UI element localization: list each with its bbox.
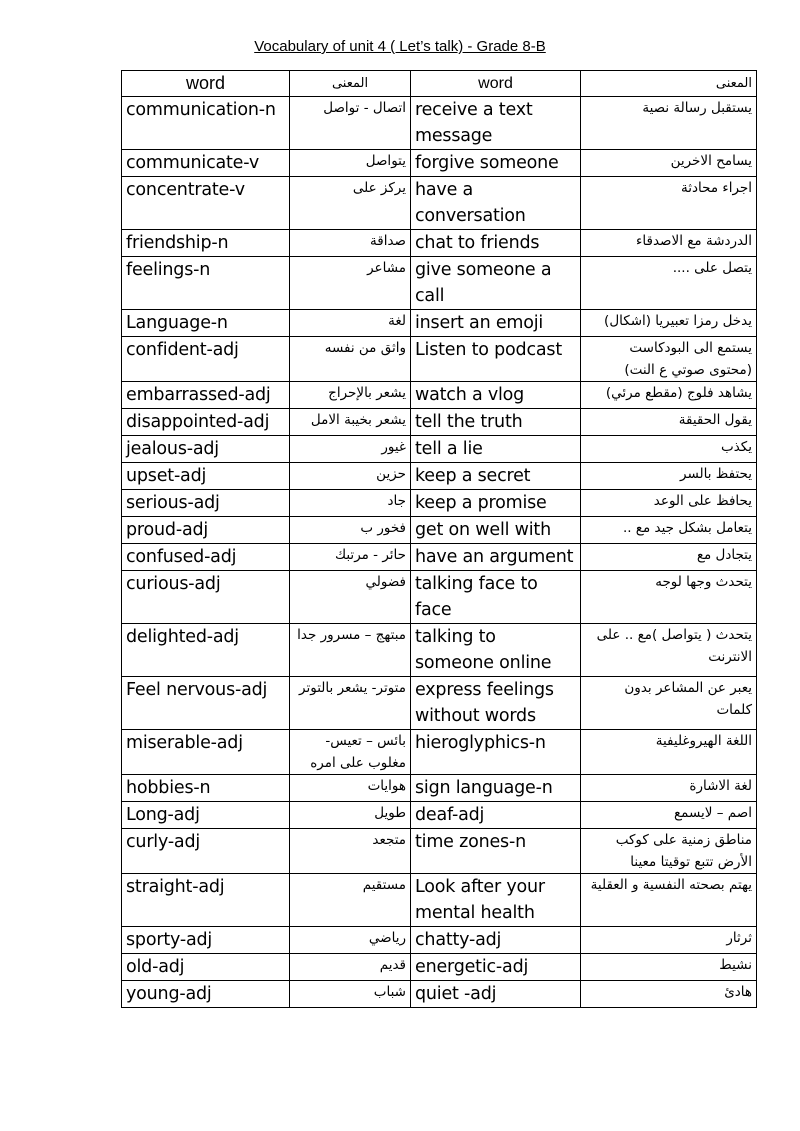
phrase-meaning-cell: يعبر عن المشاعر بدون كلمات [581,677,757,730]
meaning-cell: جاد [290,490,411,517]
table-row [122,436,757,463]
table-row [122,382,757,409]
header-word-1: word [122,71,290,97]
phrase-cell: insert an emoji [411,310,581,337]
phrase-meaning-cell: يقول الحقيقة [581,409,757,436]
meaning-cell: يركز على [290,177,411,230]
phrase-cell: tell the truth [411,409,581,436]
word-cell: straight-adj [122,874,290,927]
word-cell: communication-n [122,97,290,150]
meaning-cell: غيور [290,436,411,463]
table-row [122,981,757,1008]
table-row [122,310,757,337]
meaning-cell: طويل [290,802,411,829]
word-cell: old-adj [122,954,290,981]
table-row [122,775,757,802]
phrase-cell: watch a vlog [411,382,581,409]
phrase-meaning-cell: هادئ [581,981,757,1008]
word-cell: sporty-adj [122,927,290,954]
phrase-meaning-cell: يحتفظ بالسر [581,463,757,490]
table-body [122,97,757,1008]
meaning-cell: متجعد [290,829,411,874]
phrase-cell: receive a text message [411,97,581,150]
phrase-cell: time zones-n [411,829,581,874]
word-cell: communicate-v [122,150,290,177]
table-row [122,463,757,490]
phrase-meaning-cell: اجراء محادثة [581,177,757,230]
word-cell: disappointed-adj [122,409,290,436]
table-row [122,624,757,677]
word-cell: miserable-adj [122,730,290,775]
word-cell: curly-adj [122,829,290,874]
phrase-meaning-cell: الدردشة مع الاصدقاء [581,230,757,257]
table-row [122,954,757,981]
phrase-meaning-cell: نشيط [581,954,757,981]
header-word-2: word [411,71,581,97]
phrase-cell: have an argument [411,544,581,571]
phrase-meaning-cell: يدخل رمزا تعبيريا (اشكال) [581,310,757,337]
table-row [122,490,757,517]
meaning-cell: مبتهج – مسرور جدا [290,624,411,677]
phrase-meaning-cell: لغة الاشارة [581,775,757,802]
word-cell: concentrate-v [122,177,290,230]
table-row [122,150,757,177]
phrase-cell: have a conversation [411,177,581,230]
meaning-cell: رياضي [290,927,411,954]
table-row [122,927,757,954]
phrase-meaning-cell: يستمع الى البودكاست (محتوى صوتي ع النت) [581,337,757,382]
phrase-cell: forgive someone [411,150,581,177]
phrase-cell: chat to friends [411,230,581,257]
table-row [122,257,757,310]
word-cell: upset-adj [122,463,290,490]
phrase-meaning-cell: يكذب [581,436,757,463]
word-cell: delighted-adj [122,624,290,677]
word-cell: proud-adj [122,517,290,544]
phrase-cell: get on well with [411,517,581,544]
phrase-cell: Listen to podcast [411,337,581,382]
table-row [122,337,757,382]
phrase-cell: talking to someone online [411,624,581,677]
table-row [122,571,757,624]
meaning-cell: يتواصل [290,150,411,177]
meaning-cell: لغة [290,310,411,337]
word-cell: Language-n [122,310,290,337]
phrase-cell: talking face to face [411,571,581,624]
phrase-cell: Look after your mental health [411,874,581,927]
word-cell: Feel nervous-adj [122,677,290,730]
phrase-meaning-cell: اصم – لايسمع [581,802,757,829]
phrase-meaning-cell: يحافظ على الوعد [581,490,757,517]
word-cell: jealous-adj [122,436,290,463]
word-cell: embarrassed-adj [122,382,290,409]
phrase-cell: tell a lie [411,436,581,463]
phrase-cell: express feelings without words [411,677,581,730]
meaning-cell: بائس – تعيس- مغلوب على امره [290,730,411,775]
page-title: Vocabulary of unit 4 ( Let’s talk) - Grade 8-B [254,38,546,55]
phrase-meaning-cell: اللغة الهيروغليفية [581,730,757,775]
header-meaning-1: المعنى [290,71,411,97]
meaning-cell: فخور ب [290,517,411,544]
table-row [122,874,757,927]
phrase-meaning-cell: يسامح الاخرين [581,150,757,177]
phrase-cell: keep a secret [411,463,581,490]
word-cell: Long-adj [122,802,290,829]
meaning-cell: صداقة [290,230,411,257]
phrase-meaning-cell: يهتم بصحته النفسية و العقلية [581,874,757,927]
meaning-cell: مشاعر [290,257,411,310]
phrase-cell: quiet -adj [411,981,581,1008]
phrase-meaning-cell: مناطق زمنية على كوكب الأرض تتبع توقيتا معينا [581,829,757,874]
phrase-meaning-cell: يتحدث وجها لوجه [581,571,757,624]
meaning-cell: يشعر بخيبة الامل [290,409,411,436]
word-cell: friendship-n [122,230,290,257]
table-row [122,730,757,775]
meaning-cell: حزين [290,463,411,490]
word-cell: serious-adj [122,490,290,517]
header-row [122,71,757,97]
phrase-cell: sign language-n [411,775,581,802]
word-cell: curious-adj [122,571,290,624]
phrase-meaning-cell: يشاهد فلوج (مقطع مرئي) [581,382,757,409]
phrase-cell: energetic-adj [411,954,581,981]
phrase-meaning-cell: يتصل على .... [581,257,757,310]
phrase-cell: deaf-adj [411,802,581,829]
table-row [122,677,757,730]
meaning-cell: متوتر- يشعر بالتوتر [290,677,411,730]
phrase-meaning-cell: يتجادل مع [581,544,757,571]
word-cell: young-adj [122,981,290,1008]
vocabulary-table [121,70,757,1008]
phrase-cell: hieroglyphics-n [411,730,581,775]
word-cell: hobbies-n [122,775,290,802]
phrase-meaning-cell: يتعامل بشكل جيد مع .. [581,517,757,544]
phrase-cell: keep a promise [411,490,581,517]
meaning-cell: يشعر بالإحراج [290,382,411,409]
meaning-cell: فضولي [290,571,411,624]
table-row [122,230,757,257]
meaning-cell: مستقيم [290,874,411,927]
meaning-cell: اتصال - تواصل [290,97,411,150]
table-row [122,517,757,544]
meaning-cell: حائر - مرتبك [290,544,411,571]
table-row [122,829,757,874]
meaning-cell: قديم [290,954,411,981]
phrase-cell: chatty-adj [411,927,581,954]
phrase-meaning-cell: يتحدث ( يتواصل )مع .. على الانترنت [581,624,757,677]
header-meaning-2: المعنى [581,71,757,97]
phrase-meaning-cell: يستقبل رسالة نصية [581,97,757,150]
word-cell: feelings-n [122,257,290,310]
table-row [122,177,757,230]
word-cell: confused-adj [122,544,290,571]
phrase-cell: give someone a call [411,257,581,310]
meaning-cell: هوايات [290,775,411,802]
phrase-meaning-cell: ثرثار [581,927,757,954]
meaning-cell: واثق من نفسه [290,337,411,382]
table-row [122,97,757,150]
table-row [122,802,757,829]
table-row [122,409,757,436]
word-cell: confident-adj [122,337,290,382]
meaning-cell: شباب [290,981,411,1008]
table-row [122,544,757,571]
